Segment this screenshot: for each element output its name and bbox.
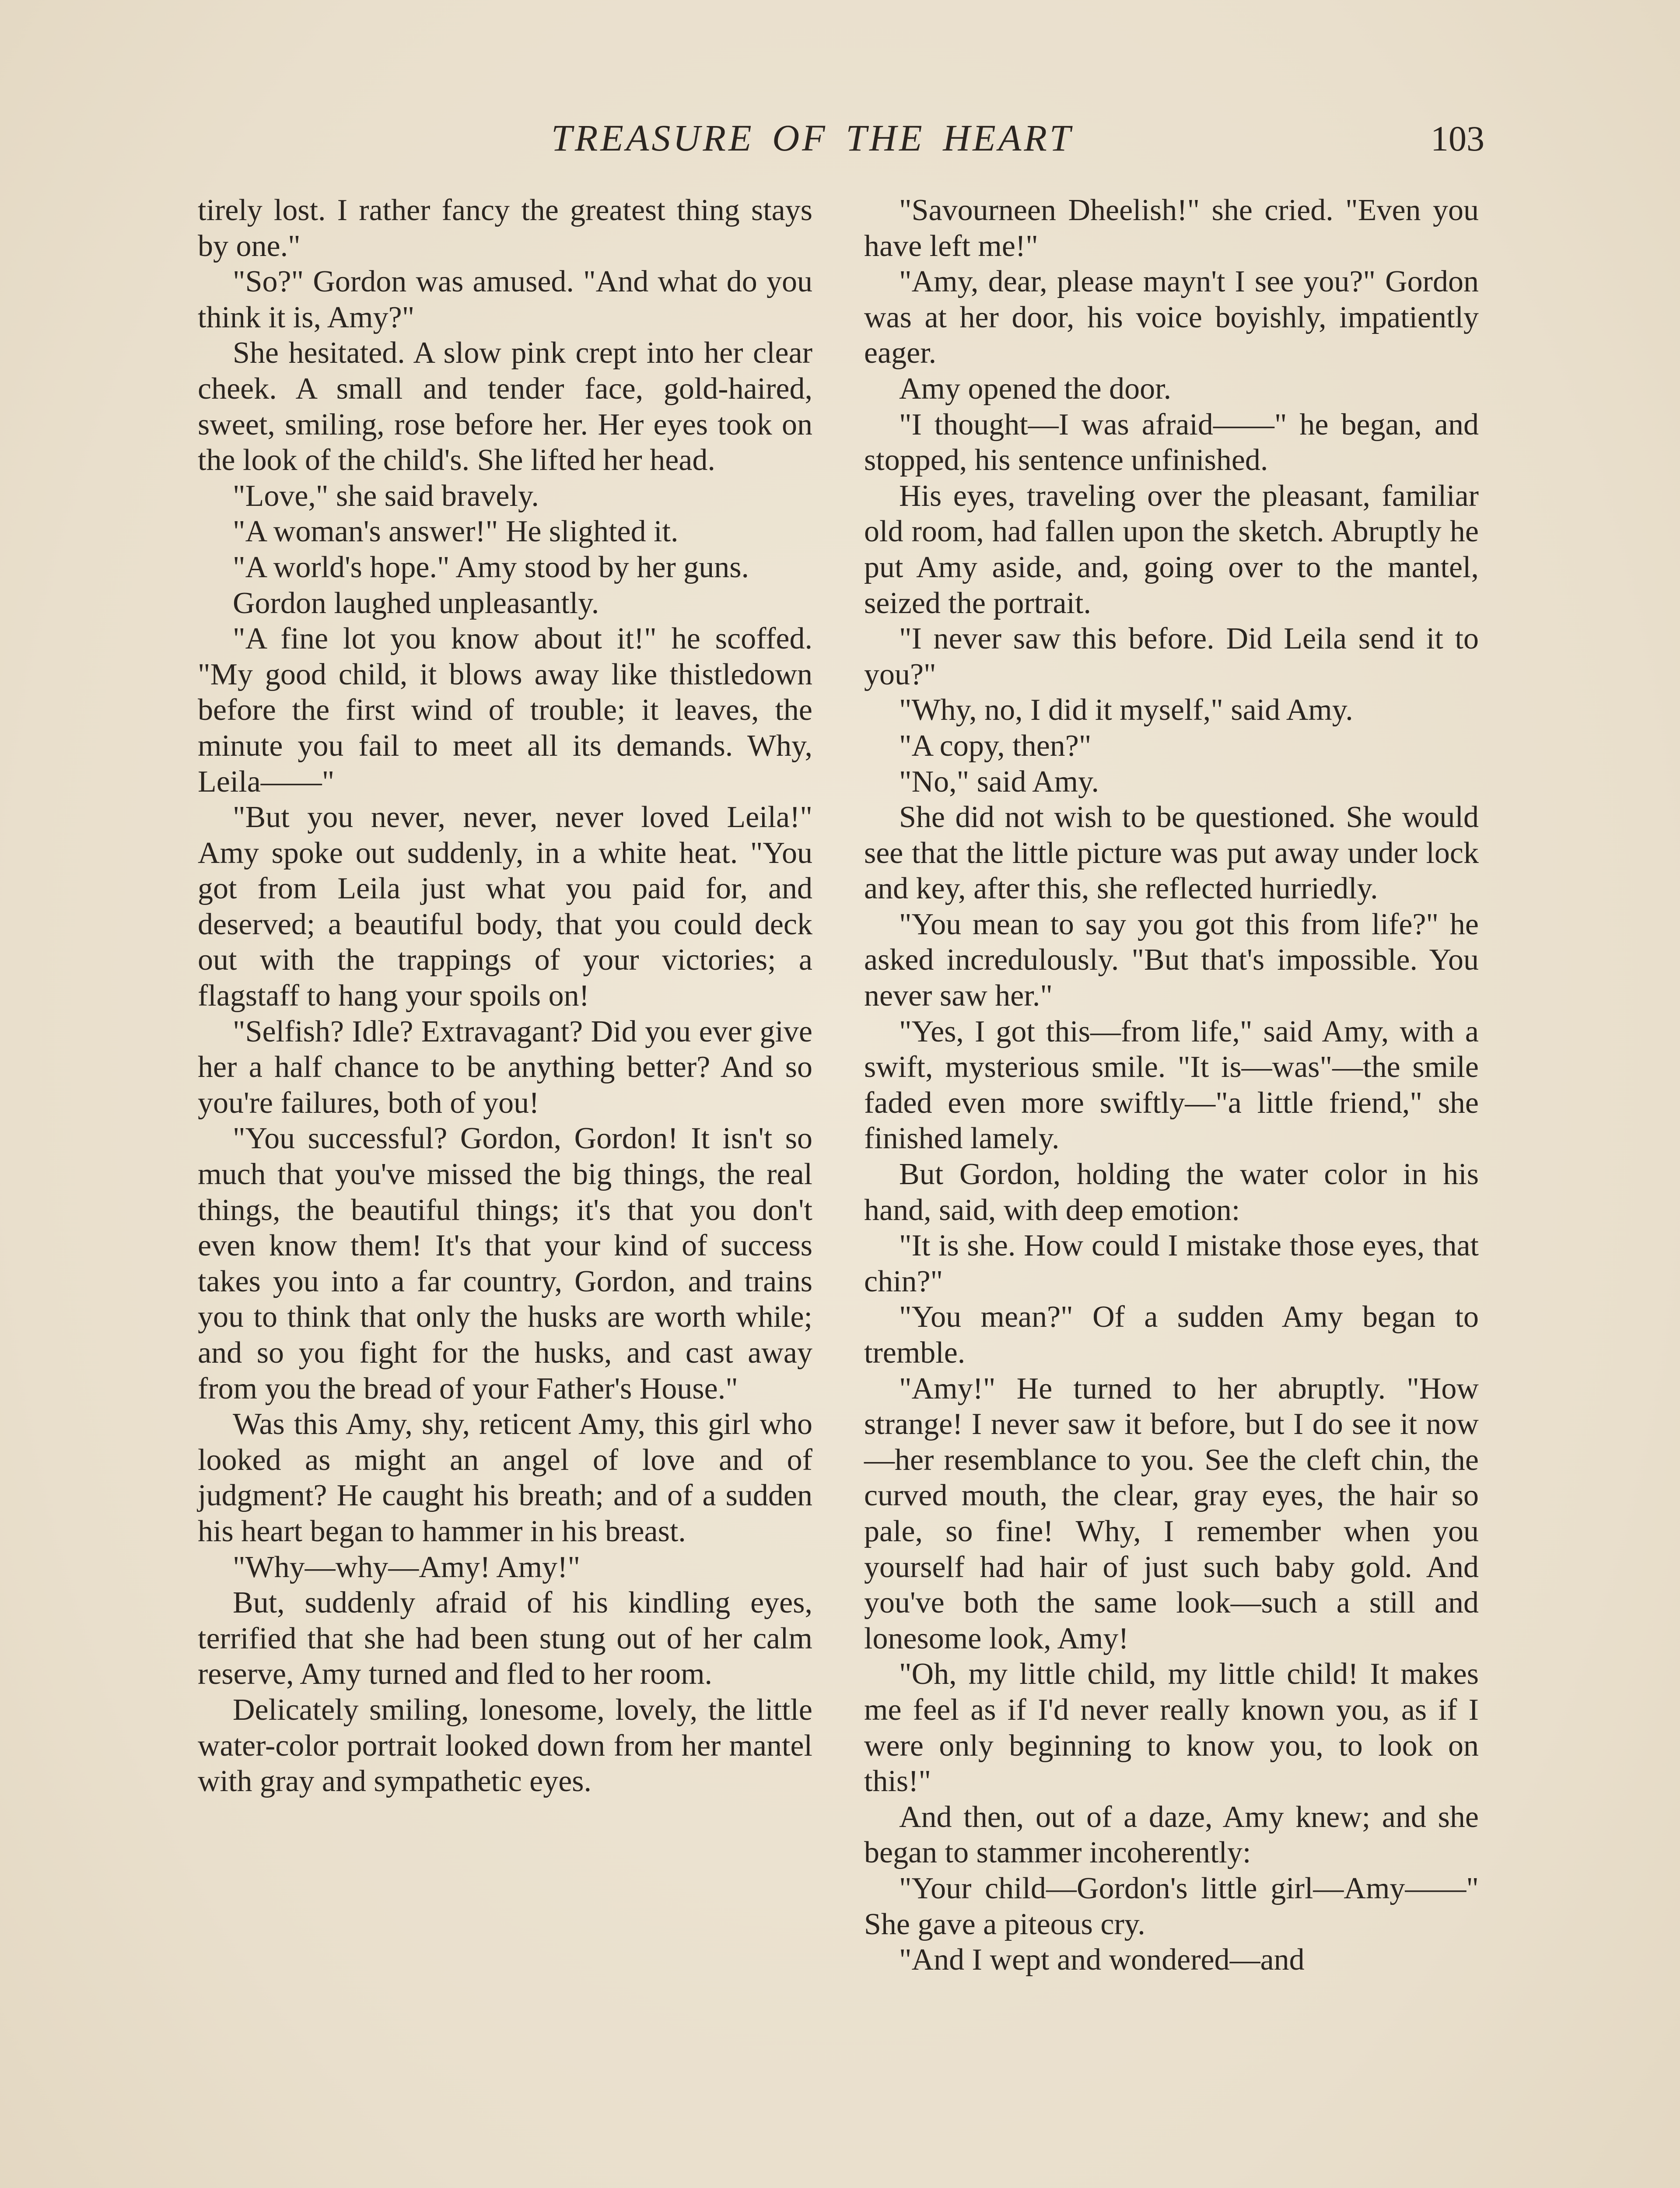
paragraph: "You successful? Gordon, Gordon! It isn't so much that you've missed the big things, the real things, the beautiful things; it's that you don't even know them! It's that your kind of success takes you into a far country, Gordon, and trains you to think that only the husks are worth while; and so you fight for the husks, and cast away from you the bread of your Father's House." (198, 1122, 812, 1406)
paragraph: She did not wish to be questioned. She would see that the little picture was put away under lock and key, after this, she reflected hurriedly. (864, 800, 1479, 906)
paragraph: "You mean?" Of a sudden Amy began to tremble. (864, 1300, 1479, 1370)
paragraph: "Why—why—Amy! Amy!" (233, 1550, 581, 1584)
paragraph: "You mean to say you got this from life?" he asked incredulously. "But that's impossible. You never saw her." (864, 907, 1479, 1013)
paragraph: "Amy, dear, please mayn't I see you?" Gordon was at her door, his voice boyishly, impatiently eager. (864, 265, 1479, 370)
running-title: TREASURE OF THE HEART (551, 117, 1073, 159)
paragraph: But Gordon, holding the water color in his hand, said, with deep emotion: (864, 1157, 1479, 1227)
right-column (864, 193, 1479, 1978)
paragraph: "Savourneen Dheelish!" she cried. "Even you have left me!" (864, 193, 1479, 263)
paragraph: "I never saw this before. Did Leila send it to you?" (864, 622, 1479, 691)
paragraph: "Oh, my little child, my little child! It makes me feel as if I'd never really known you, as if I were only beginning to know you, to look on this!" (864, 1657, 1479, 1799)
paragraph: But, suddenly afraid of his kindling eyes, terrified that she had been stung out of her calm reserve, Amy turned and fled to her room. (198, 1586, 812, 1691)
paragraph: Delicately smiling, lonesome, lovely, the little water-color portrait looked down from her mantel with gray and sympathetic eyes. (198, 1693, 812, 1799)
paragraph: "And I wept and wondered—and (899, 1943, 1305, 1977)
page-number: 103 (1431, 119, 1484, 158)
left-column (198, 193, 812, 1799)
paragraph: tirely lost. I rather fancy the greatest thing stays by one." (198, 193, 812, 263)
paragraph: His eyes, traveling over the pleasant, familiar old room, had fallen upon the sketch. Abruptly he put Amy aside, and, going over to the mantel, seized the portrait. (864, 479, 1479, 620)
paragraph: "No," said Amy. (899, 764, 1099, 799)
paragraph: "A fine lot you know about it!" he scoffed. "My good child, it blows away like thistledown before the first wind of trouble; it leaves, the minute you fail to meet all its demands. Why, Leila——" (198, 622, 812, 799)
paragraph: Was this Amy, shy, reticent Amy, this girl who looked as might an angel of love and of judgment? He caught his breath; and of a sudden his heart began to hammer in his breast. (198, 1407, 812, 1548)
paragraph: "A woman's answer!" He slighted it. (233, 515, 679, 549)
paragraph: "But you never, never, never loved Leila!" Amy spoke out suddenly, in a white heat. "You got from Leila just what you paid for, and deserved; a beautiful body, that you could deck out with the trappings of your victories; a flagstaff to hang your spoils on! (198, 800, 812, 1013)
paragraph: "I thought—I was afraid——" he began, and stopped, his sentence unfinished. (864, 407, 1479, 477)
paragraph: "A copy, then?" (899, 729, 1092, 763)
paragraph: "Yes, I got this—from life," said Amy, with a swift, mysterious smile. "It is—was"—the smile faded even more swiftly—"a little friend," she finished lamely. (864, 1014, 1479, 1156)
paragraph: "So?" Gordon was amused. "And what do you think it is, Amy?" (198, 265, 812, 334)
paragraph: "Amy!" He turned to her abruptly. "How strange! I never saw it before, but I do see it now—her resemblance to you. See the cleft chin, the curved mouth, the clear, gray eyes, the hair so pale, so fine! Why, I remember when you yourself had hair of just such baby gold. And you've both the same look—such a still and lonesome look, Amy! (864, 1371, 1479, 1655)
paragraph: And then, out of a daze, Amy knew; and she began to stammer incoherently: (864, 1800, 1479, 1870)
paragraph: "It is she. How could I mistake those eyes, that chin?" (864, 1229, 1479, 1298)
paragraph: She hesitated. A slow pink crept into her clear cheek. A small and tender face, gold-haired, sweet, smiling, rose before her. Her eyes took on the look of the child's. She lifted her head. (198, 336, 812, 477)
paragraph: "Love," she said bravely. (233, 479, 539, 513)
paragraph: "Your child—Gordon's little girl—Amy——" She gave a piteous cry. (864, 1871, 1479, 1941)
paragraph: Gordon laughed unpleasantly. (233, 586, 599, 620)
paragraph: "Selfish? Idle? Extravagant? Did you ever give her a half chance to be anything better? And so you're failures, both of you! (198, 1014, 812, 1120)
paragraph: Amy opened the door. (899, 372, 1172, 406)
paragraph: "Why, no, I did it myself," said Amy. (899, 693, 1353, 727)
paragraph: "A world's hope." Amy stood by her guns. (233, 550, 749, 584)
